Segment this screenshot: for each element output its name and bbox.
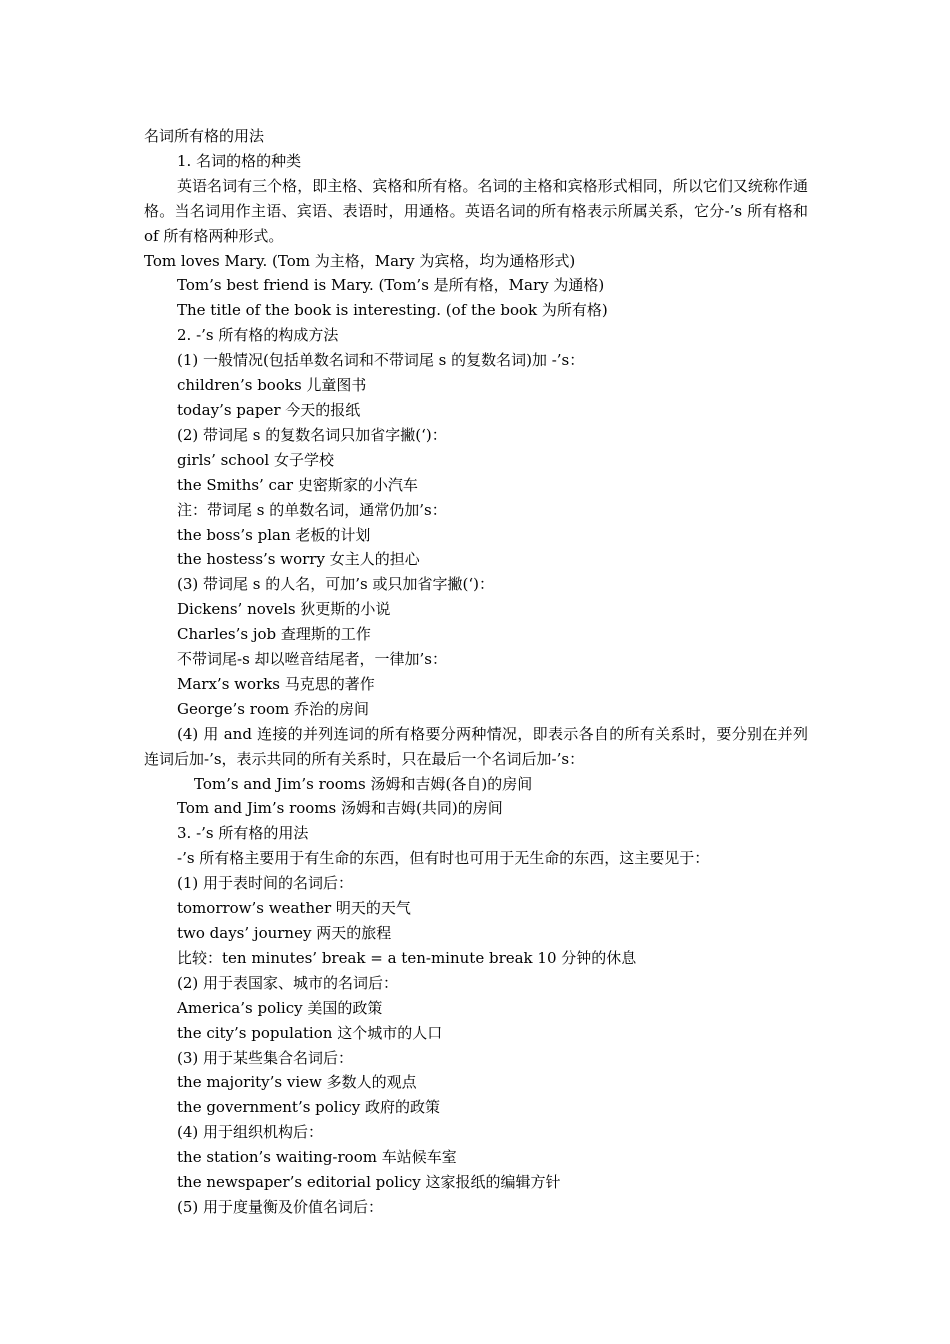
rule-line: (1) 用于表时间的名词后： <box>177 874 354 893</box>
rule-line: (1) 一般情况(包括单数名词和不带词尾 s 的复数名词)加 -’s： <box>177 351 585 370</box>
rule-line: (5) 用于度量衡及价值名词后： <box>177 1197 384 1216</box>
example-line: The title of the book is interesting. (of the book 为所有格) <box>177 301 608 320</box>
rule-paragraph: (4) 用 and 连接的并列连词的所有格要分两种情况，即表示各自的所有关系时，要分别在并列连词后加-’s，表示共同的所有关系时，只在最后一个名词后加-’s： <box>144 724 808 768</box>
example-line: George’s room 乔治的房间 <box>177 699 369 718</box>
paragraph: 英语名词有三个格，即主格、宾格和所有格。名词的主格和宾格形式相同，所以它们又统称作通格。当名词用作主语、宾语、表语时，用通格。英语名词的所有格表示所属关系，它分-’s 所有格和 of 所有格两种形式。 <box>144 176 808 245</box>
note-line: 注：带词尾 s 的单数名词，通常仍加’s： <box>177 500 447 519</box>
example-line: the city’s population 这个城市的人口 <box>177 1023 443 1042</box>
section-heading: 3. -’s 所有格的用法 <box>177 824 309 843</box>
example-line: the hostess’s worry 女主人的担心 <box>177 550 420 569</box>
example-line: the Smiths’ car 史密斯家的小汽车 <box>177 475 418 494</box>
example-line: America’s policy 美国的政策 <box>177 998 383 1017</box>
section-heading: 1. 名词的格的种类 <box>177 151 302 170</box>
example-line: the newspaper’s editorial policy 这家报纸的编辑方针 <box>177 1173 561 1192</box>
document-title: 名词所有格的用法 <box>144 127 265 145</box>
rule-line: (4) 用于组织机构后： <box>177 1123 324 1142</box>
example-line: the majority’s view 多数人的观点 <box>177 1073 417 1092</box>
example-line: Marx’s works 马克思的著作 <box>177 674 375 693</box>
example-line: girls’ school 女子学校 <box>177 450 334 469</box>
example-line: Tom loves Mary. (Tom 为主格，Mary 为宾格，均为通格形式) <box>144 251 576 270</box>
example-line: Tom’s best friend is Mary. (Tom’s 是所有格，Mary 为通格) <box>177 276 605 295</box>
note-line: 不带词尾-s 却以咝音结尾者，一律加’s： <box>177 650 448 669</box>
section-heading: 2. -’s 所有格的构成方法 <box>177 326 339 345</box>
example-line: tomorrow’s weather 明天的天气 <box>177 899 411 918</box>
example-line: the station’s waiting-room 车站候车室 <box>177 1148 457 1167</box>
example-line: two days’ journey 两天的旅程 <box>177 924 392 942</box>
example-line: Dickens’ novels 狄更斯的小说 <box>177 600 391 619</box>
example-line: today’s paper 今天的报纸 <box>177 400 361 419</box>
example-line: the boss’s plan 老板的计划 <box>177 525 371 544</box>
rule-line: -’s 所有格主要用于有生命的东西，但有时也可用于无生命的东西，这主要见于： <box>177 849 710 868</box>
example-line: Charles’s job 查理斯的工作 <box>177 625 371 644</box>
rule-line: (2) 用于表国家、城市的名词后： <box>177 973 399 992</box>
document-body <box>144 124 808 1220</box>
comparison-line: 比较：ten minutes’ break = a ten-minute break 10 分钟的休息 <box>177 948 637 967</box>
example-line: children’s books 儿童图书 <box>177 376 367 395</box>
example-line: Tom and Jim’s rooms 汤姆和吉姆(共同)的房间 <box>177 799 503 818</box>
example-line: the government’s policy 政府的政策 <box>177 1098 441 1117</box>
rule-line: (2) 带词尾 s 的复数名词只加省字撇(‘)： <box>177 425 447 444</box>
example-line: Tom’s and Jim’s rooms 汤姆和吉姆(各自)的房间 <box>194 774 533 793</box>
rule-line: (3) 用于某些集合名词后： <box>177 1048 354 1067</box>
rule-line: (3) 带词尾 s 的人名，可加’s 或只加省字撇(‘)： <box>177 575 494 594</box>
